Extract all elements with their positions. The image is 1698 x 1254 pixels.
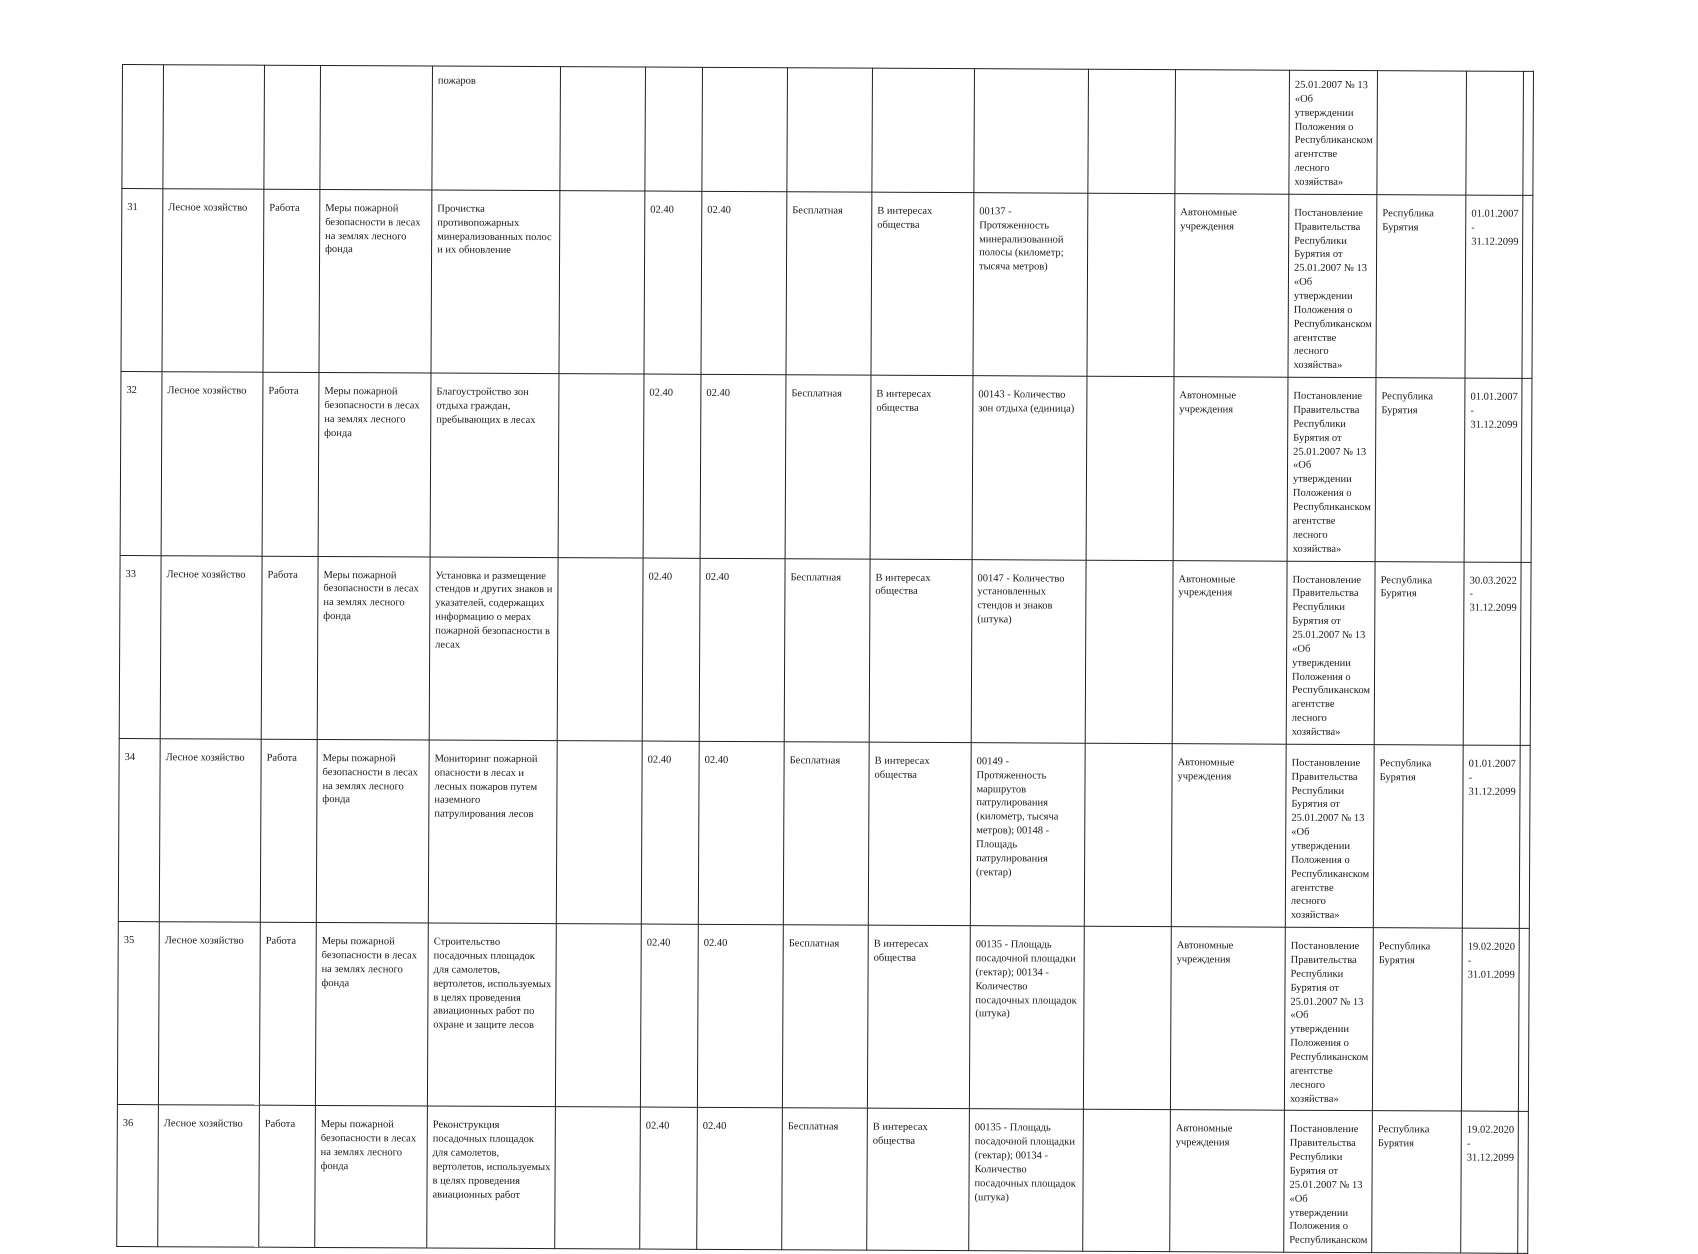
category-cell: Меры пожарной безопасности в лесах на землях лесного фонда <box>318 373 431 557</box>
table-row <box>121 188 1533 378</box>
code2-cell <box>702 67 788 191</box>
payment-cell: Бесплатная <box>783 742 869 926</box>
institution-type-cell: Автономные учреждения <box>1170 1110 1285 1252</box>
service-name-cell: Прочистка противопожарных минерализованных полос и их обновление <box>431 190 560 374</box>
beneficiary-cell: В интересах общества <box>870 375 973 559</box>
branch-cell: Лесное хозяйство <box>162 189 264 373</box>
payment-cell: Бесплатная <box>782 1108 868 1250</box>
category-cell <box>320 65 433 189</box>
empty-cell <box>1523 71 1534 195</box>
code1-cell <box>645 67 703 191</box>
payment-cell: Бесплатная <box>785 375 871 559</box>
region-cell: Республика Бурятия <box>1374 561 1464 745</box>
branch-cell: Лесное хозяйство <box>160 555 262 739</box>
service-name-cell: Реконструкция посадочных площадок для самолетов, вертолетов, используемых в целях проведения авиационных работ <box>427 1106 556 1248</box>
branch-cell: Лесное хозяйство <box>159 739 261 923</box>
branch-cell: Лесное хозяйство <box>158 922 260 1106</box>
payment-cell: Бесплатная <box>782 925 868 1109</box>
empty-cell <box>557 557 643 741</box>
table-row <box>117 922 1529 1112</box>
empty-cell <box>555 924 641 1108</box>
table-row <box>122 65 1534 196</box>
payment-cell: Бесплатная <box>784 558 870 742</box>
region-cell: Республика Бурятия <box>1376 195 1466 379</box>
empty-cell <box>558 374 644 558</box>
period-cell: 30.03.2022 - 31.12.2099 <box>1463 562 1521 746</box>
period-cell: 19.02.2020 - 31.12.2099 <box>1461 1111 1519 1253</box>
table-row <box>119 555 1531 745</box>
indicators-cell: 00149 - Протяженность маршрутов патрулирования (километр, тысяча метров); 00148 - Площадь патрулирования (гектар) <box>970 742 1085 926</box>
code1-cell: 02.40 <box>640 924 698 1108</box>
region-cell: Республика Бурятия <box>1372 1111 1462 1253</box>
legal-act-cell: 25.01.2007 № 13 «Об утверждении Положения о Республиканском агентстве лесного хозяйства» <box>1289 70 1378 194</box>
payment-cell: Бесплатная <box>786 192 872 376</box>
empty-cell <box>1087 193 1175 377</box>
code2-cell: 02.40 <box>700 375 786 559</box>
service-name-cell: пожаров <box>432 66 561 190</box>
institution-type-cell: Автономные учреждения <box>1171 743 1286 927</box>
beneficiary-cell: В интересах общества <box>867 925 970 1109</box>
beneficiary-cell: В интересах общества <box>867 1109 970 1251</box>
period-cell: 19.02.2020 - 31.01.2099 <box>1461 928 1519 1112</box>
empty-cell <box>555 1107 641 1249</box>
code1-cell: 02.40 <box>642 558 700 742</box>
code1-cell: 02.40 <box>644 191 702 375</box>
code1-cell: 02.40 <box>640 1107 698 1249</box>
table-row <box>118 738 1530 928</box>
row-number-cell: 33 <box>119 555 161 739</box>
empty-cell <box>1085 560 1173 744</box>
beneficiary-cell <box>872 68 975 192</box>
service-name-cell: Благоустройство зон отдыха граждан, пребывающих в лесах <box>430 373 559 557</box>
type-cell: Работа <box>259 1106 316 1248</box>
empty-cell <box>1084 743 1172 927</box>
type-cell <box>264 65 321 189</box>
type-cell: Работа <box>260 739 317 923</box>
type-cell: Работа <box>263 189 320 373</box>
empty-cell <box>1083 1110 1171 1252</box>
indicators-cell: 00135 - Площадь посадочной площадки (гектар); 00134 - Количество посадочных площадок (штука) <box>969 1109 1084 1251</box>
row-number-cell: 35 <box>117 922 159 1106</box>
region-cell: Республика Бурятия <box>1372 928 1462 1112</box>
indicators-cell: 00137 - Протяженность минерализованной полосы (километр; тысяча метров) <box>973 193 1088 377</box>
payment-cell <box>787 68 873 192</box>
category-cell: Меры пожарной безопасности в лесах на землях лесного фонда <box>319 189 432 373</box>
branch-cell: Лесное хозяйство <box>161 372 263 556</box>
empty-cell <box>1522 195 1533 378</box>
empty-cell <box>559 191 645 375</box>
institution-type-cell: Автономные учреждения <box>1170 927 1285 1111</box>
code1-cell: 02.40 <box>643 374 701 558</box>
code1-cell: 02.40 <box>641 741 699 925</box>
code2-cell: 02.40 <box>701 191 787 375</box>
service-name-cell: Мониторинг пожарной опасности в лесах и лесных пожаров путем наземного патрулирования лесов <box>428 740 557 924</box>
empty-cell <box>1521 562 1532 745</box>
code2-cell: 02.40 <box>699 558 785 742</box>
legal-act-cell: Постановление Правительства Республики Бурятия от 25.01.2007 № 13 «Об утверждении Положения о Республиканском агентстве лесного хозяйства» <box>1286 561 1375 745</box>
row-number-cell: 32 <box>120 372 162 556</box>
institution-type-cell: Автономные учреждения <box>1172 560 1287 744</box>
empty-cell <box>1088 69 1176 193</box>
empty-cell <box>560 67 646 191</box>
type-cell: Работа <box>261 556 318 740</box>
institution-type-cell: Автономные учреждения <box>1174 194 1289 378</box>
legal-act-cell: Постановление Правительства Республики Бурятия от 25.01.2007 № 13 «Об утверждении Положения о Республиканском агентстве лесного хозяйства» <box>1288 194 1377 378</box>
legal-act-cell: Постановление Правительства Республики Бурятия от 25.01.2007 № 13 «Об утверждении Положения о Республиканском агентстве лесного хозяйства» <box>1285 744 1374 928</box>
period-cell <box>1466 71 1524 195</box>
region-cell: Республика Бурятия <box>1375 378 1465 562</box>
indicators-cell: 00143 - Количество зон отдыха (единица) <box>972 376 1087 560</box>
row-number-cell <box>122 65 164 189</box>
institution-type-cell <box>1175 70 1290 194</box>
code2-cell: 02.40 <box>698 741 784 925</box>
empty-cell <box>1521 379 1532 562</box>
legal-act-cell: Постановление Правительства Республики Бурятия от 25.01.2007 № 13 «Об утверждении Положения о Республиканском <box>1284 1111 1373 1253</box>
category-cell: Меры пожарной безопасности в лесах на землях лесного фонда <box>317 556 430 740</box>
region-cell <box>1377 71 1467 195</box>
indicators-cell: 00147 - Количество установленных стендов и знаков (штука) <box>971 559 1086 743</box>
institution-type-cell: Автономные учреждения <box>1173 377 1288 561</box>
empty-cell <box>1083 926 1171 1110</box>
period-cell: 01.01.2007 - 31.12.2099 <box>1464 378 1522 562</box>
empty-cell <box>556 740 642 924</box>
service-name-cell: Строительство посадочных площадок для самолетов, вертолетов, используемых в целях проведения авиационных работ по охране и защите лесов <box>427 923 556 1107</box>
indicators-cell <box>974 69 1089 193</box>
beneficiary-cell: В интересах общества <box>871 192 974 376</box>
empty-cell <box>1519 928 1530 1111</box>
indicators-cell: 00135 - Площадь посадочной площадки (гектар); 00134 - Количество посадочных площадок (штука) <box>969 926 1084 1110</box>
category-cell: Меры пожарной безопасности в лесах на землях лесного фонда <box>316 739 429 923</box>
empty-cell <box>1086 376 1174 560</box>
services-register-table <box>116 64 1534 1254</box>
region-cell: Республика Бурятия <box>1373 744 1463 928</box>
row-number-cell: 34 <box>118 738 160 922</box>
table-row <box>120 372 1532 562</box>
period-cell: 01.01.2007 - 31.12.2099 <box>1465 195 1523 379</box>
code2-cell: 02.40 <box>697 924 783 1108</box>
table-row <box>117 1105 1529 1254</box>
service-name-cell: Установка и размещение стендов и других знаков и указателей, содержащих информацию о мерах пожарной безопасности в лесах <box>429 557 558 741</box>
code2-cell: 02.40 <box>697 1108 783 1250</box>
period-cell: 01.01.2007 - 31.12.2099 <box>1462 745 1520 929</box>
empty-cell <box>1520 745 1531 928</box>
legal-act-cell: Постановление Правительства Республики Бурятия от 25.01.2007 № 13 «Об утверждении Положения о Республиканском агентстве лесного хозяйства» <box>1284 927 1373 1111</box>
row-number-cell: 36 <box>117 1105 159 1247</box>
branch-cell <box>163 65 265 189</box>
type-cell: Работа <box>259 922 316 1106</box>
empty-cell <box>1518 1112 1529 1254</box>
legal-act-cell: Постановление Правительства Республики Бурятия от 25.01.2007 № 13 «Об утверждении Положения о Республиканском агентстве лесного хозяйства» <box>1287 377 1376 561</box>
row-number-cell: 31 <box>121 188 163 372</box>
category-cell: Меры пожарной безопасности в лесах на землях лесного фонда <box>315 923 428 1107</box>
beneficiary-cell: В интересах общества <box>868 742 971 926</box>
beneficiary-cell: В интересах общества <box>869 559 972 743</box>
branch-cell: Лесное хозяйство <box>158 1105 260 1247</box>
category-cell: Меры пожарной безопасности в лесах на землях лесного фонда <box>315 1106 428 1248</box>
type-cell: Работа <box>262 372 319 556</box>
